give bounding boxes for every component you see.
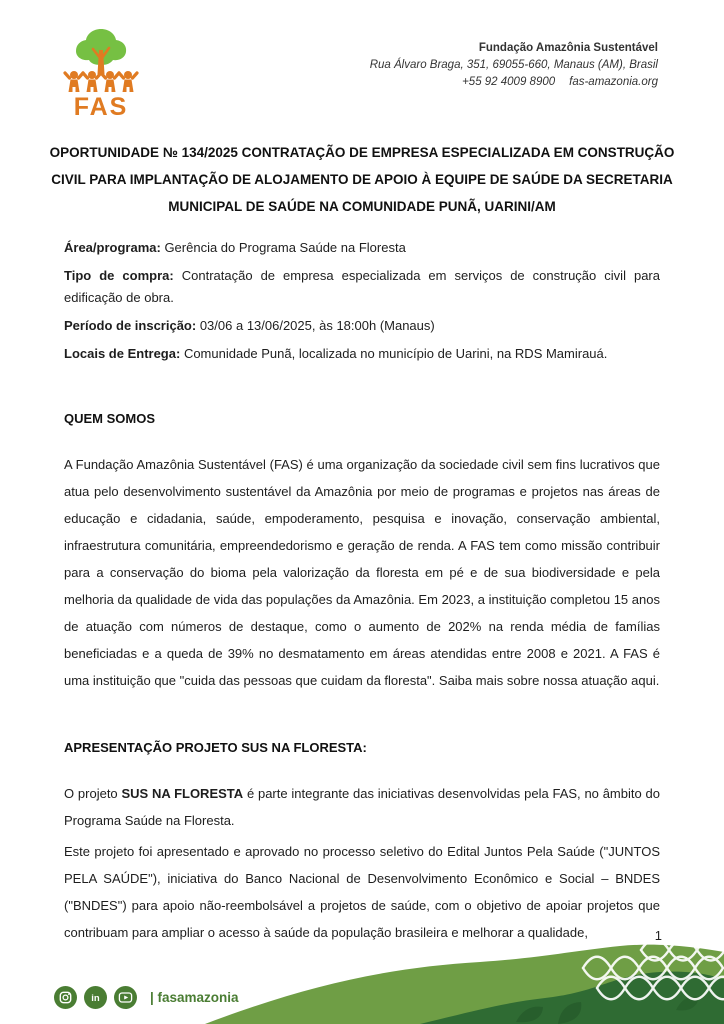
linkedin-icon[interactable] bbox=[84, 986, 107, 1009]
document-title: OPORTUNIDADE № 134/2025 CONTRATAÇÃO DE EMPRESA ESPECIALIZADA EM CONSTRUÇÃO CIVIL PARA IMPLANTAÇÃO DE ALOJAMENTO DE APOIO À EQUIPE DE SAÚDE DA SECRETARIA MUNICIPAL DE SAÚDE NA COMUNIDADE PUNÃ, UARINI/AM bbox=[49, 145, 675, 214]
social-bar bbox=[54, 986, 239, 1009]
org-website-link[interactable]: fas-amazonia.org bbox=[569, 76, 658, 88]
heading-apresentacao-projeto: APRESENTAÇÃO PROJETO SUS NA FLORESTA: bbox=[64, 740, 367, 755]
detail-value: Contratação de empresa especializada em serviços de construção civil para edificação de obra. bbox=[64, 268, 660, 305]
detail-locais-entrega bbox=[64, 343, 660, 365]
footer-wave-graphic bbox=[0, 924, 724, 1024]
detail-area-programa bbox=[64, 237, 660, 259]
detail-label: Tipo de compra: bbox=[64, 268, 174, 283]
quem-somos-text-end: . bbox=[655, 673, 660, 688]
youtube-icon[interactable] bbox=[114, 986, 137, 1009]
page-number: 1 bbox=[654, 928, 662, 943]
detail-label: Área/programa: bbox=[64, 240, 161, 255]
projeto-nome: SUS NA FLORESTA bbox=[121, 786, 244, 801]
projeto-intro-suffix: é parte integrante das iniciativas desenvolvidas pela FAS, no âmbito do Programa Saúde na Floresta. bbox=[64, 786, 660, 828]
org-phone: +55 92 4009 8900 bbox=[462, 76, 556, 88]
org-name: Fundação Amazônia Sustentável bbox=[478, 42, 658, 54]
org-phone-line bbox=[370, 74, 658, 91]
quem-somos-text: A Fundação Amazônia Sustentável (FAS) é uma organização da sociedade civil sem fins lucrativos que atua pelo desenvolvimento sustentável da Amazônia por meio de programas e projetos nas áreas de educação e cidadania, saúde, empoderamento, pesquisa e inovação, conservação ambiental, infraestrutura comunitária, empreendedorismo e geração de renda. A FAS tem como missão contribuir para a conservação do bioma pela valorização da floresta em pé e de sua biodiversidade e pela melhoria da qualidade de vida das populações da Amazônia. Em 2023, a instituição completou 15 anos de atuação com números de destaque, como o aumento de 202% na renda média de famílias beneficiadas e a queda de 39% no desmatamento em áreas atendidas entre 2008 e 2021. A FAS é uma instituição que "cuida das pessoas que cuidam da floresta". Saiba mais sobre nossa atuação bbox=[64, 457, 660, 688]
svg-text:in: in bbox=[91, 993, 100, 1005]
fas-logo bbox=[58, 28, 144, 119]
detail-label: Locais de Entrega: bbox=[64, 346, 181, 361]
aqui-link[interactable]: aqui bbox=[631, 673, 656, 688]
detail-value: 03/06 a 13/06/2025, às 18:00h (Manaus) bbox=[199, 318, 435, 333]
opportunity-details bbox=[64, 237, 660, 365]
org-address: Rua Álvaro Braga, 351, 69055-660, Manaus (AM), Brasil bbox=[369, 59, 658, 71]
document-header bbox=[0, 0, 724, 119]
projeto-intro-prefix: O projeto bbox=[64, 786, 122, 801]
fas-tree-people-icon bbox=[61, 28, 141, 94]
social-handle-label: | fasamazonia bbox=[150, 990, 239, 1005]
logo-wordmark: FAS bbox=[73, 93, 129, 121]
detail-label: Período de inscrição: bbox=[64, 318, 197, 333]
heading-quem-somos: QUEM SOMOS bbox=[64, 411, 156, 426]
detail-periodo-inscricao bbox=[64, 315, 660, 337]
detail-tipo-compra bbox=[64, 265, 660, 309]
contact-block bbox=[370, 28, 658, 91]
paragraph-edital-bndes: Este projeto foi apresentado e aprovado no processo seletivo do Edital Juntos Pela Saúde ("JUNTOS PELA SAÚDE"), iniciativa do Banco Nacional de Desenvolvimento Econômico e Social – BNDES ("BNDES") para apoio não-reembolsável a projetos de saúde, com o objetivo de apoiar projetos que contribuam para ampliar o acesso à saúde da população brasileira e melhorar a qualidade, bbox=[64, 844, 660, 940]
detail-value: Comunidade Punã, localizada no município de Uarini, na RDS Mamirauá. bbox=[183, 346, 608, 361]
paragraph-projeto-intro bbox=[64, 780, 660, 834]
document-body bbox=[0, 237, 724, 946]
instagram-icon[interactable] bbox=[54, 986, 77, 1009]
detail-value: Gerência do Programa Saúde na Floresta bbox=[164, 240, 406, 255]
paragraph-quem-somos bbox=[64, 451, 660, 694]
